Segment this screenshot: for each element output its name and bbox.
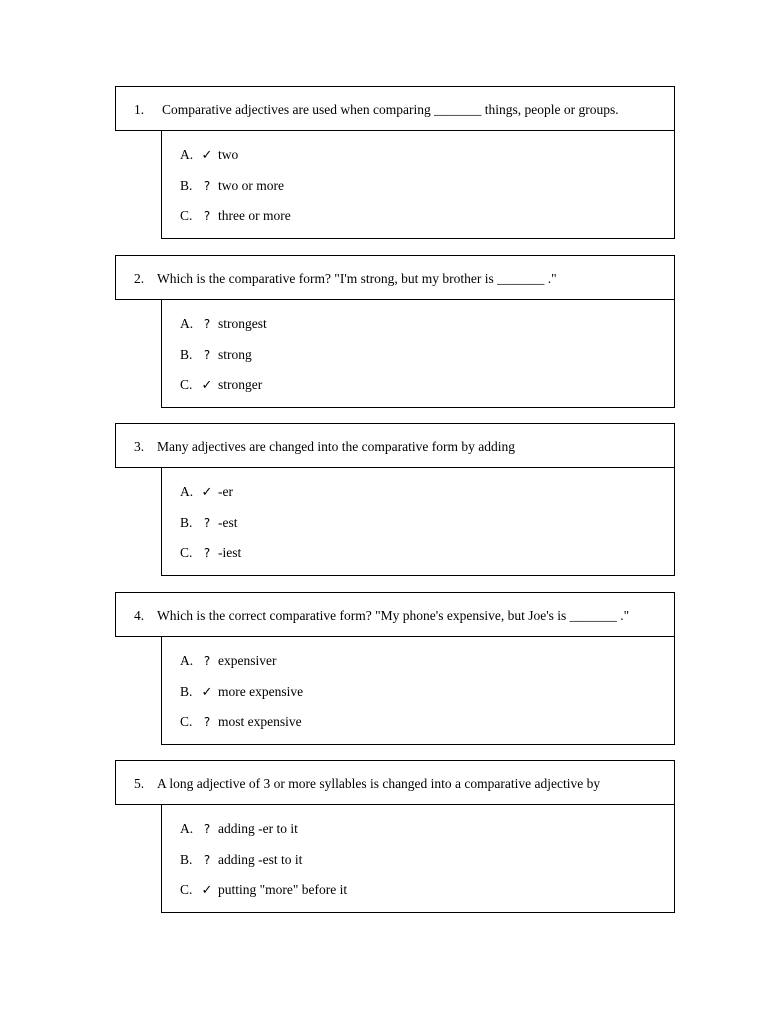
option-letter: B. <box>180 684 193 699</box>
option-a[interactable] <box>180 819 298 839</box>
question-5 <box>115 760 675 913</box>
option-c[interactable] <box>180 206 291 226</box>
option-a[interactable] <box>180 314 267 334</box>
question-mark-icon: ? <box>203 715 211 729</box>
question-2 <box>115 255 675 408</box>
question-mark-icon: ? <box>203 853 211 867</box>
option-b[interactable] <box>180 850 302 870</box>
option-c[interactable] <box>180 880 347 900</box>
option-letter: A. <box>180 821 194 836</box>
option-text: stronger <box>218 377 263 392</box>
question-text: Which is the correct comparative form? "My phone's expensive, but Joe's is _______ ." <box>157 608 630 623</box>
options-box <box>161 637 675 745</box>
question-stem <box>115 255 675 300</box>
option-letter: A. <box>180 147 194 162</box>
question-stem <box>115 760 675 805</box>
option-letter: A. <box>180 653 194 668</box>
option-text: -er <box>218 484 233 499</box>
question-number: 4. <box>134 608 145 623</box>
option-text: adding -er to it <box>218 821 298 836</box>
question-mark-icon: ? <box>203 179 211 193</box>
option-b[interactable] <box>180 345 252 365</box>
checkmark-icon: ✓ <box>201 378 213 393</box>
question-3 <box>115 423 675 576</box>
question-stem <box>115 423 675 468</box>
option-letter: A. <box>180 484 194 499</box>
option-c[interactable] <box>180 375 262 395</box>
options-box <box>161 131 675 239</box>
option-letter: C. <box>180 208 193 223</box>
question-number: 1. <box>134 102 145 117</box>
option-text: expensiver <box>218 653 277 668</box>
question-text: Comparative adjectives are used when comparing _______ things, people or groups. <box>162 102 619 117</box>
question-number: 5. <box>134 776 145 791</box>
checkmark-icon: ✓ <box>201 685 213 700</box>
option-text: three or more <box>218 208 291 223</box>
option-text: putting "more" before it <box>218 882 348 897</box>
question-text: Which is the comparative form? "I'm strong, but my brother is _______ ." <box>157 271 557 286</box>
question-mark-icon: ? <box>203 348 211 362</box>
option-letter: B. <box>180 852 193 867</box>
option-letter: B. <box>180 515 193 530</box>
question-4 <box>115 592 675 745</box>
option-letter: C. <box>180 545 193 560</box>
option-text: most expensive <box>218 714 302 729</box>
option-a[interactable] <box>180 145 238 165</box>
question-mark-icon: ? <box>203 822 211 836</box>
checkmark-icon: ✓ <box>201 485 213 500</box>
question-mark-icon: ? <box>203 317 211 331</box>
option-text: -est <box>218 515 238 530</box>
question-stem <box>115 592 675 637</box>
option-c[interactable] <box>180 712 302 732</box>
option-text: -iest <box>218 545 242 560</box>
option-a[interactable] <box>180 651 276 671</box>
option-letter: C. <box>180 377 193 392</box>
option-letter: A. <box>180 316 194 331</box>
option-letter: C. <box>180 882 193 897</box>
question-mark-icon: ? <box>203 546 211 560</box>
question-mark-icon: ? <box>203 654 211 668</box>
option-text: two <box>218 147 239 162</box>
options-box <box>161 300 675 408</box>
option-text: more expensive <box>218 684 304 699</box>
checkmark-icon: ✓ <box>201 148 213 163</box>
question-text: Many adjectives are changed into the comparative form by adding <box>157 439 515 454</box>
option-b[interactable] <box>180 176 284 196</box>
option-text: two or more <box>218 178 284 193</box>
option-letter: C. <box>180 714 193 729</box>
question-1 <box>115 86 675 239</box>
option-letter: B. <box>180 347 193 362</box>
option-letter: B. <box>180 178 193 193</box>
question-mark-icon: ? <box>203 209 211 223</box>
option-text: strong <box>218 347 252 362</box>
option-text: strongest <box>218 316 267 331</box>
options-box <box>161 468 675 576</box>
option-a[interactable] <box>180 482 233 502</box>
option-b[interactable] <box>180 682 303 702</box>
question-stem <box>115 86 675 131</box>
option-b[interactable] <box>180 513 238 533</box>
question-mark-icon: ? <box>203 516 211 530</box>
question-text: A long adjective of 3 or more syllables is changed into a comparative adjective by <box>157 776 601 791</box>
question-number: 2. <box>134 271 145 286</box>
question-number: 3. <box>134 439 145 454</box>
options-box <box>161 805 675 913</box>
checkmark-icon: ✓ <box>201 883 213 898</box>
option-text: adding -est to it <box>218 852 303 867</box>
option-c[interactable] <box>180 543 241 563</box>
